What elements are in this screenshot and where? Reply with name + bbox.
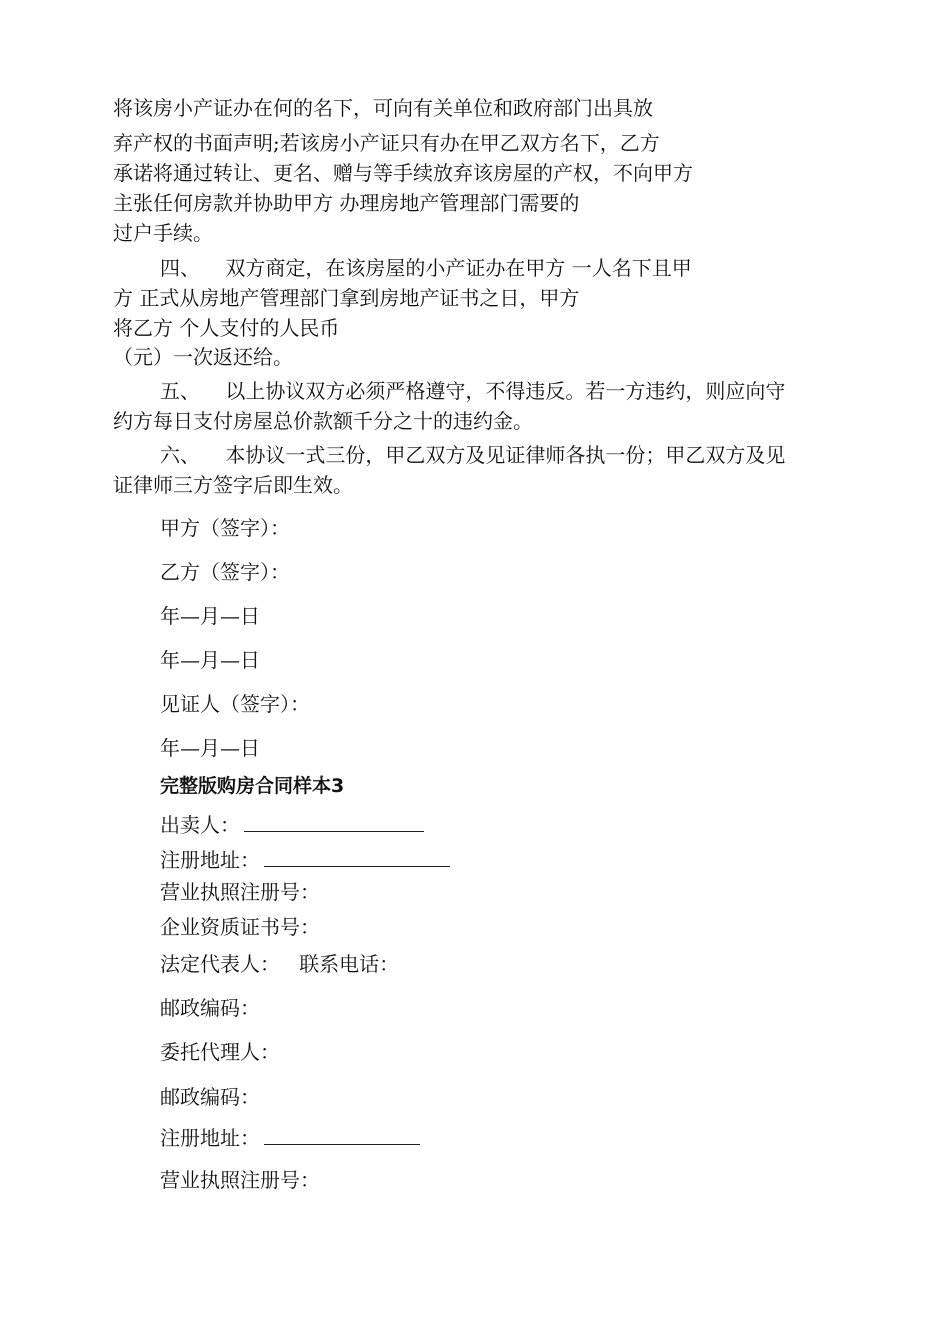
p5-line-1: 五、 以上协议双方必须严格遵守，不得违反。若一方违约，则应向守 — [160, 379, 786, 403]
agent-label: 委托代理人： — [160, 1040, 280, 1064]
legal-rep-label: 法定代表人： 联系电话： — [160, 952, 400, 976]
license-no-label: 营业执照注册号： — [160, 880, 320, 904]
p3-line-5: 过户手续。 — [113, 221, 213, 245]
p5-line-2: 约方每日支付房屋总价款额千分之十的违约金。 — [113, 409, 533, 433]
p3-line-2: 弃产权的书面声明;若该房小产证只有办在甲乙双方名下，乙方 — [113, 131, 660, 155]
reg-address-blank — [264, 846, 450, 867]
seller-blank — [244, 811, 424, 832]
date-line-3: 年—月—日 — [160, 736, 260, 760]
p6-line-1: 六、 本协议一式三份，甲乙双方及见证律师各执一份；甲乙双方及见 — [160, 443, 786, 467]
p3-line-1: 将该房小产证办在何的名下，可向有关单位和政府部门出具放 — [113, 96, 653, 120]
p6-line-2: 证律师三方签字后即生效。 — [113, 473, 353, 497]
reg-address-label: 注册地址： — [160, 848, 260, 872]
p4-line-1: 四、 双方商定，在该房屋的小产证办在甲方 一人名下且甲 — [160, 256, 692, 280]
p4-line-2: 方 正式从房地产管理部门拿到房地产证书之日，甲方 — [113, 286, 580, 310]
reg-address-row — [160, 846, 450, 872]
p3-line-3: 承诺将通过转让、更名、赠与等手续放弃该房屋的产权，不向甲方 — [113, 161, 693, 185]
party-b-signature: 乙方（签字）： — [160, 560, 290, 584]
witness-signature: 见证人（签字）： — [160, 692, 310, 716]
seller-row — [160, 811, 424, 837]
seller-label: 出卖人： — [160, 813, 240, 837]
reg-address-blank-2 — [264, 1124, 420, 1145]
date-line-2: 年—月—日 — [160, 648, 260, 672]
reg-address-label-2: 注册地址： — [160, 1126, 260, 1150]
postcode-label-2: 邮政编码： — [160, 1085, 260, 1109]
postcode-label-1: 邮政编码： — [160, 996, 260, 1020]
section-title: 完整版购房合同样本3 — [160, 775, 345, 797]
qualification-no-label: 企业资质证书号： — [160, 915, 320, 939]
p4-line-3: 将乙方 个人支付的人民币 — [113, 316, 340, 340]
date-line-1: 年—月—日 — [160, 604, 260, 628]
party-a-signature: 甲方（签字）： — [160, 516, 290, 540]
reg-address-row-2 — [160, 1124, 420, 1150]
p3-line-4: 主张任何房款并协助甲方 办理房地产管理部门需要的 — [113, 191, 580, 215]
license-no-label-2: 营业执照注册号： — [160, 1168, 320, 1192]
p4-line-4: （元）一次返还给。 — [113, 345, 293, 369]
